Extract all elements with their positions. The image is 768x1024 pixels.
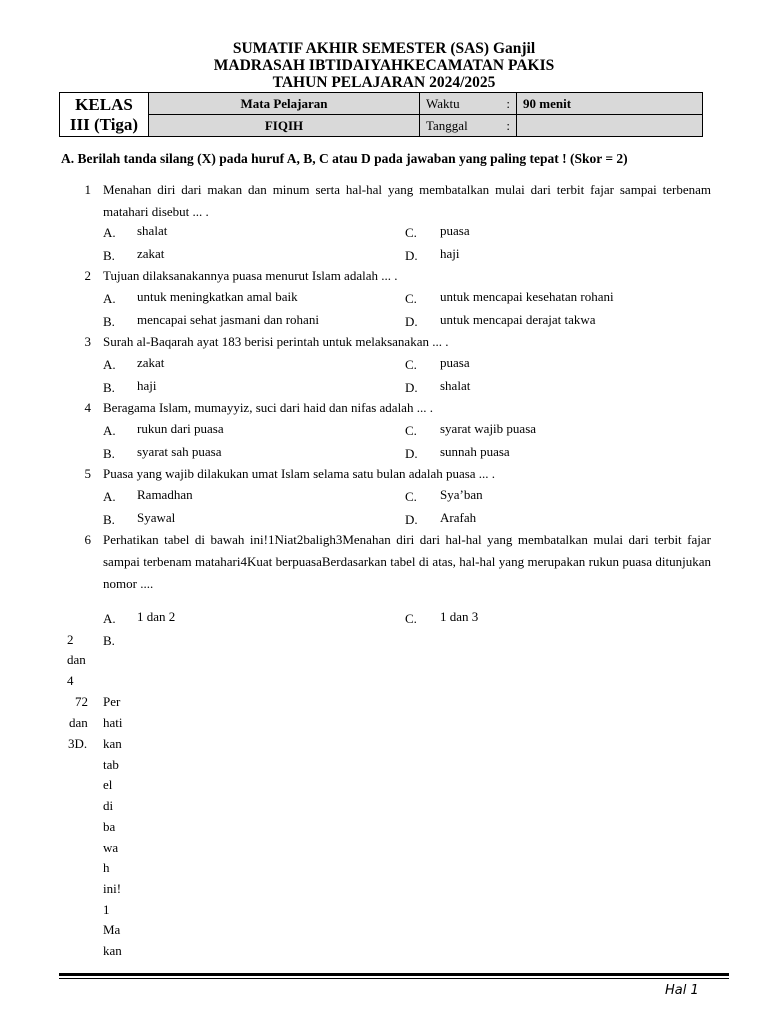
- option-letter: B.: [103, 512, 115, 527]
- time-colon: :: [498, 93, 517, 115]
- date-value: [517, 115, 703, 137]
- question-number: 2: [84, 268, 91, 283]
- academic-year: TAHUN PELAJARAN 2024/2025: [272, 74, 496, 91]
- fragment-text: Ma: [103, 922, 121, 937]
- fragment-text: ini!: [103, 881, 122, 896]
- question-text: Beragama Islam, mumayyiz, suci dari haid dan nifas adalah ... .: [103, 400, 433, 415]
- option-letter: D.: [405, 248, 418, 263]
- option-letter: A.: [103, 291, 116, 306]
- option-letter: A.: [103, 357, 116, 372]
- option-letter: A.: [103, 489, 116, 504]
- fragment-text: 4: [67, 673, 74, 688]
- option-text: untuk mencapai kesehatan rohani: [440, 289, 614, 304]
- school-name: MADRASAH IBTIDAIYAHKECAMATAN PAKIS: [213, 57, 555, 74]
- date-colon: :: [498, 115, 517, 137]
- question-number: 3: [84, 334, 91, 349]
- option-text: shalat: [440, 378, 471, 393]
- class-value: III (Tiga): [69, 114, 139, 134]
- question-text: Tujuan dilaksanakannya puasa menurut Islam adalah ... .: [103, 268, 398, 283]
- subject-value: FIQIH: [149, 115, 420, 137]
- option-letter: C.: [405, 225, 417, 240]
- option-letter: C.: [405, 291, 417, 306]
- class-cell: [60, 93, 149, 137]
- time-label: Waktu: [420, 93, 499, 115]
- fragment-text: Per: [103, 694, 121, 709]
- time-value: 90 menit: [517, 93, 703, 115]
- fragment-text: tab: [103, 757, 119, 772]
- footer-rule-thick: [59, 973, 729, 976]
- option-text: syarat wajib puasa: [440, 421, 537, 436]
- fragment-text: h: [103, 860, 110, 875]
- question-number: 5: [84, 466, 91, 481]
- option-letter: C.: [405, 357, 417, 372]
- fragment-text: hati: [103, 715, 123, 730]
- option-text: puasa: [440, 223, 470, 238]
- question-text: Menahan diri dari makan dan minum serta hal-hal yang membatalkan mulai dari terbit fajar sampai terbenam matahari disebut ... .: [103, 182, 711, 219]
- class-label: KELAS: [75, 94, 133, 114]
- option-letter: B.: [103, 248, 115, 263]
- option-letter: B.: [103, 380, 115, 395]
- question-number: 4: [84, 400, 91, 415]
- option-text: Ramadhan: [137, 487, 193, 502]
- question-text: Puasa yang wajib dilakukan umat Islam selama satu bulan adalah puasa ... .: [103, 466, 496, 481]
- fragment-text: 2: [67, 632, 74, 647]
- fragment-text: 72: [75, 694, 88, 709]
- option-text: haji: [137, 378, 157, 393]
- option-letter: D.: [405, 446, 418, 461]
- exam-info-table: [59, 92, 703, 137]
- option-letter: D.: [405, 380, 418, 395]
- option-letter: B.: [103, 633, 115, 648]
- fragment-text: el: [103, 777, 113, 792]
- option-text: Syawal: [137, 510, 176, 525]
- exam-title: SUMATIF AKHIR SEMESTER (SAS) Ganjil: [232, 40, 536, 57]
- page-number: Hal 1: [665, 983, 699, 998]
- option-text: untuk meningkatkan amal baik: [137, 289, 298, 304]
- option-letter: C.: [405, 423, 417, 438]
- footer-rule-thin: [59, 978, 729, 979]
- fragment-text: dan: [69, 715, 88, 730]
- fragment-text: wa: [103, 840, 119, 855]
- fragment-text: 1: [103, 902, 110, 917]
- option-text: 1 dan 2: [137, 609, 176, 624]
- option-letter: D.: [405, 512, 418, 527]
- option-letter: C.: [405, 489, 417, 504]
- option-letter: D.: [405, 314, 418, 329]
- option-text: 1 dan 3: [440, 609, 479, 624]
- option-text: sunnah puasa: [440, 444, 510, 459]
- fragment-text: di: [103, 798, 114, 813]
- subject-label: Mata Pelajaran: [149, 93, 420, 115]
- option-text: rukun dari puasa: [137, 421, 224, 436]
- fragment-text: kan: [103, 736, 122, 751]
- option-letter: B.: [103, 446, 115, 461]
- option-text: shalat: [137, 223, 168, 238]
- option-text: puasa: [440, 355, 470, 370]
- question-text: Perhatikan tabel di bawah ini!1Niat2baligh3Menahan diri dari hal-hal yang membatalkan mulai dari terbit fajar sampai terbenam matahari4Kuat berpuasaBerdasarkan tabel di atas, hal-hal yang merupakan rukun puasa ditunjukan nomor ....: [103, 532, 711, 591]
- option-text: zakat: [137, 246, 165, 261]
- section-a-instruction: A. Berilah tanda silang (X) pada huruf A, B, C atau D pada jawaban yang paling tepat ! (Skor = 2): [61, 151, 628, 166]
- option-text: syarat sah puasa: [137, 444, 222, 459]
- question-number: 1: [84, 182, 91, 197]
- date-label: Tanggal: [420, 115, 499, 137]
- option-text: Arafah: [440, 510, 477, 525]
- option-text: Sya’ban: [440, 487, 483, 502]
- fragment-text: ba: [103, 819, 116, 834]
- option-text: untuk mencapai derajat takwa: [440, 312, 596, 327]
- fragment-text: 3D.: [68, 736, 88, 751]
- option-letter: C.: [405, 611, 417, 626]
- option-text: haji: [440, 246, 460, 261]
- question-number: 6: [84, 532, 91, 547]
- option-letter: A.: [103, 611, 116, 626]
- fragment-text: dan: [67, 652, 86, 667]
- question-text: Surah al-Baqarah ayat 183 berisi perintah untuk melaksanakan ... .: [103, 334, 449, 349]
- option-text: mencapai sehat jasmani dan rohani: [137, 312, 319, 327]
- option-text: zakat: [137, 355, 165, 370]
- option-letter: A.: [103, 225, 116, 240]
- option-letter: B.: [103, 314, 115, 329]
- option-letter: A.: [103, 423, 116, 438]
- fragment-text: kan: [103, 943, 122, 958]
